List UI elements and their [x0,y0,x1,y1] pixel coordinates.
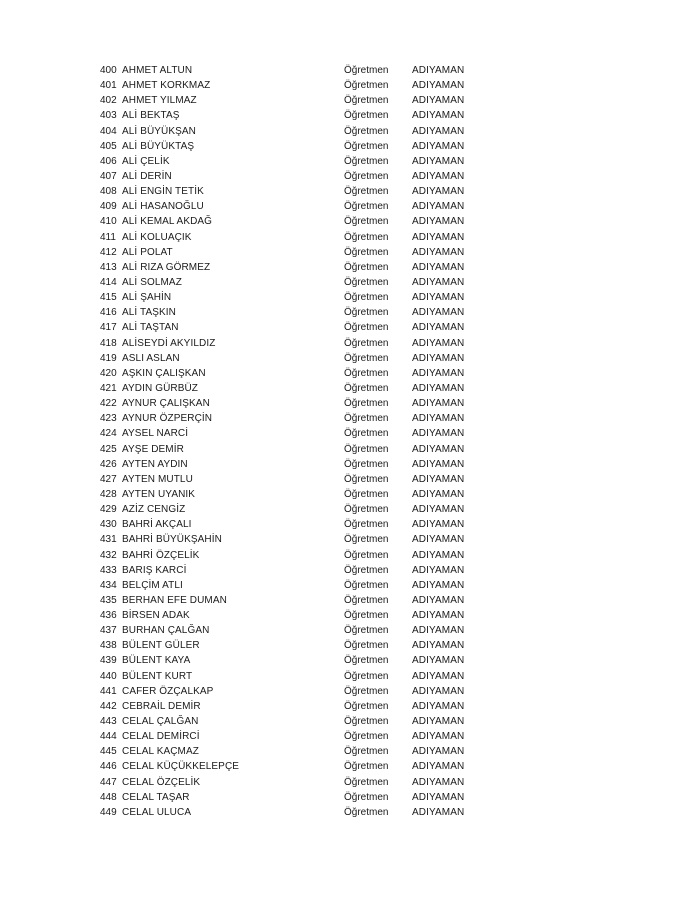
city-name: ADIYAMAN [412,292,465,304]
city-name: ADIYAMAN [412,610,465,622]
list-item [100,502,480,517]
city-name: ADIYAMAN [412,534,465,546]
person-name: ASLI ASLAN [122,352,180,364]
city-name: ADIYAMAN [412,398,465,410]
person-name: AHMET KORKMAZ [122,80,211,92]
list-item [100,457,480,472]
city-name: ADIYAMAN [412,246,465,258]
row-number: 433 [100,564,117,576]
row-number: 437 [100,625,117,637]
person-name: BAHRİ AKÇALI [122,519,192,531]
city-name: ADIYAMAN [412,670,465,682]
job-title: Öğretmen [344,125,389,137]
list-item [100,548,480,563]
person-name: AŞKIN ÇALIŞKAN [122,367,206,379]
list-item [100,108,480,123]
job-title: Öğretmen [344,246,389,258]
job-title: Öğretmen [344,761,389,773]
city-name: ADIYAMAN [412,806,465,818]
city-name: ADIYAMAN [412,731,465,743]
job-title: Öğretmen [344,80,389,92]
row-number: 426 [100,458,117,470]
job-title: Öğretmen [344,201,389,213]
city-name: ADIYAMAN [412,155,465,167]
job-title: Öğretmen [344,564,389,576]
person-name: CELAL ULUCA [122,806,192,818]
person-name: BAHRİ ÖZÇELİK [122,549,200,561]
city-name: ADIYAMAN [412,564,465,576]
list-item [100,78,480,93]
row-number: 424 [100,428,117,440]
person-name: CELAL ÇALĞAN [122,716,199,728]
city-name: ADIYAMAN [412,307,465,319]
row-number: 445 [100,746,117,758]
person-name: BARIŞ KARCİ [122,564,187,576]
person-name: BÜLENT KAYA [122,655,191,667]
row-number: 409 [100,201,117,213]
job-title: Öğretmen [344,276,389,288]
job-title: Öğretmen [344,186,389,198]
person-name: AYSEL NARCİ [122,428,189,440]
job-title: Öğretmen [344,292,389,304]
city-name: ADIYAMAN [412,519,465,531]
person-name: BELÇİM ATLI [122,579,183,591]
row-number: 439 [100,655,117,667]
person-name: ALİ TAŞTAN [122,322,179,334]
row-number: 407 [100,170,117,182]
job-title: Öğretmen [344,367,389,379]
city-name: ADIYAMAN [412,746,465,758]
roster-list [100,63,480,820]
list-item [100,426,480,441]
person-name: AZİZ CENGİZ [122,504,186,516]
list-item [100,532,480,547]
row-number: 441 [100,685,117,697]
row-number: 443 [100,716,117,728]
row-number: 423 [100,413,117,425]
job-title: Öğretmen [344,685,389,697]
list-item [100,790,480,805]
job-title: Öğretmen [344,806,389,818]
list-item [100,638,480,653]
city-name: ADIYAMAN [412,579,465,591]
city-name: ADIYAMAN [412,186,465,198]
list-item [100,336,480,351]
person-name: CAFER ÖZÇALKAP [122,685,214,697]
person-name: CELAL DEMİRCİ [122,731,200,743]
list-item [100,351,480,366]
city-name: ADIYAMAN [412,761,465,773]
row-number: 446 [100,761,117,773]
city-name: ADIYAMAN [412,140,465,152]
person-name: ALİ BÜYÜKŞAN [122,125,197,137]
person-name: BÜLENT KURT [122,670,193,682]
list-item [100,653,480,668]
city-name: ADIYAMAN [412,685,465,697]
person-name: BURHAN ÇALĞAN [122,625,210,637]
row-number: 430 [100,519,117,531]
list-item [100,442,480,457]
row-number: 422 [100,398,117,410]
city-name: ADIYAMAN [412,776,465,788]
row-number: 427 [100,473,117,485]
job-title: Öğretmen [344,731,389,743]
job-title: Öğretmen [344,640,389,652]
person-name: ALİ DERİN [122,170,172,182]
person-name: ALİ ŞAHİN [122,292,172,304]
city-name: ADIYAMAN [412,700,465,712]
list-item [100,320,480,335]
list-item [100,729,480,744]
row-number: 448 [100,791,117,803]
row-number: 404 [100,125,117,137]
person-name: ALİ HASANOĞLU [122,201,204,213]
list-item [100,169,480,184]
row-number: 403 [100,110,117,122]
list-item [100,63,480,78]
job-title: Öğretmen [344,625,389,637]
person-name: ALİ SOLMAZ [122,276,182,288]
job-title: Öğretmen [344,655,389,667]
person-name: CEBRAİL DEMİR [122,700,201,712]
row-number: 435 [100,594,117,606]
job-title: Öğretmen [344,65,389,76]
job-title: Öğretmen [344,700,389,712]
job-title: Öğretmen [344,231,389,243]
job-title: Öğretmen [344,458,389,470]
person-name: AHMET ALTUN [122,65,193,76]
list-item [100,578,480,593]
job-title: Öğretmen [344,670,389,682]
row-number: 400 [100,65,117,76]
job-title: Öğretmen [344,519,389,531]
person-name: BERHAN EFE DUMAN [122,594,227,606]
row-number: 447 [100,776,117,788]
list-item [100,366,480,381]
row-number: 410 [100,216,117,228]
job-title: Öğretmen [344,776,389,788]
list-item [100,805,480,820]
row-number: 411 [100,231,116,243]
city-name: ADIYAMAN [412,549,465,561]
city-name: ADIYAMAN [412,382,465,394]
list-item [100,487,480,502]
city-name: ADIYAMAN [412,473,465,485]
list-item [100,396,480,411]
row-number: 429 [100,504,117,516]
job-title: Öğretmen [344,95,389,107]
person-name: ALİ POLAT [122,246,173,258]
job-title: Öğretmen [344,382,389,394]
job-title: Öğretmen [344,549,389,561]
person-name: AYTEN UYANIK [122,488,196,500]
row-number: 436 [100,610,117,622]
job-title: Öğretmen [344,322,389,334]
city-name: ADIYAMAN [412,458,465,470]
job-title: Öğretmen [344,473,389,485]
row-number: 419 [100,352,117,364]
person-name: AYDIN GÜRBÜZ [122,382,199,394]
job-title: Öğretmen [344,594,389,606]
list-item [100,230,480,245]
city-name: ADIYAMAN [412,504,465,516]
person-name: ALİ TAŞKIN [122,307,176,319]
person-name: BAHRİ BÜYÜKŞAHİN [122,534,222,546]
city-name: ADIYAMAN [412,322,465,334]
row-number: 420 [100,367,117,379]
list-item [100,93,480,108]
job-title: Öğretmen [344,716,389,728]
city-name: ADIYAMAN [412,791,465,803]
row-number: 413 [100,261,117,273]
city-name: ADIYAMAN [412,125,465,137]
job-title: Öğretmen [344,579,389,591]
person-name: AYNUR ÇALIŞKAN [122,398,210,410]
city-name: ADIYAMAN [412,716,465,728]
city-name: ADIYAMAN [412,640,465,652]
row-number: 432 [100,549,117,561]
list-item [100,275,480,290]
job-title: Öğretmen [344,352,389,364]
person-name: CELAL ÖZÇELİK [122,776,201,788]
row-number: 412 [100,246,117,258]
city-name: ADIYAMAN [412,276,465,288]
city-name: ADIYAMAN [412,110,465,122]
job-title: Öğretmen [344,307,389,319]
job-title: Öğretmen [344,337,389,349]
list-item [100,154,480,169]
list-item [100,245,480,260]
list-item [100,305,480,320]
job-title: Öğretmen [344,170,389,182]
city-name: ADIYAMAN [412,655,465,667]
person-name: AYŞE DEMİR [122,443,184,455]
job-title: Öğretmen [344,443,389,455]
row-number: 408 [100,186,117,198]
person-name: CELAL KAÇMAZ [122,746,199,758]
job-title: Öğretmen [344,504,389,516]
job-title: Öğretmen [344,110,389,122]
city-name: ADIYAMAN [412,337,465,349]
list-item [100,593,480,608]
city-name: ADIYAMAN [412,594,465,606]
list-item [100,759,480,774]
row-number: 425 [100,443,117,455]
job-title: Öğretmen [344,746,389,758]
row-number: 417 [100,322,117,334]
list-item [100,699,480,714]
person-name: CELAL KÜÇÜKKELEPÇE [122,761,240,773]
row-number: 418 [100,337,117,349]
list-item [100,199,480,214]
person-name: ALİ ENGİN TETİK [122,186,204,198]
job-title: Öğretmen [344,261,389,273]
row-number: 434 [100,579,117,591]
job-title: Öğretmen [344,155,389,167]
list-item [100,472,480,487]
list-item [100,411,480,426]
row-number: 428 [100,488,117,500]
city-name: ADIYAMAN [412,625,465,637]
city-name: ADIYAMAN [412,170,465,182]
person-name: ALİ BÜYÜKTAŞ [122,140,195,152]
list-item [100,517,480,532]
row-number: 402 [100,95,117,107]
job-title: Öğretmen [344,398,389,410]
row-number: 431 [100,534,117,546]
row-number: 440 [100,670,117,682]
list-item [100,669,480,684]
city-name: ADIYAMAN [412,443,465,455]
list-item [100,744,480,759]
list-item [100,684,480,699]
person-name: AYTEN AYDIN [122,458,188,470]
job-title: Öğretmen [344,216,389,228]
list-item [100,214,480,229]
person-name: ALİ ÇELİK [122,155,170,167]
row-number: 421 [100,382,117,394]
job-title: Öğretmen [344,413,389,425]
job-title: Öğretmen [344,140,389,152]
city-name: ADIYAMAN [412,216,465,228]
job-title: Öğretmen [344,791,389,803]
row-number: 416 [100,307,117,319]
person-name: ALİSEYDİ AKYILDIZ [122,337,216,349]
city-name: ADIYAMAN [412,80,465,92]
city-name: ADIYAMAN [412,428,465,440]
list-item [100,184,480,199]
row-number: 414 [100,276,117,288]
city-name: ADIYAMAN [412,352,465,364]
person-name: ALİ BEKTAŞ [122,110,180,122]
city-name: ADIYAMAN [412,65,465,76]
person-name: ALİ RIZA GÖRMEZ [122,261,211,273]
person-name: ALİ KEMAL AKDAĞ [122,216,213,228]
list-item [100,714,480,729]
list-item [100,139,480,154]
city-name: ADIYAMAN [412,367,465,379]
job-title: Öğretmen [344,534,389,546]
job-title: Öğretmen [344,488,389,500]
row-number: 444 [100,731,117,743]
city-name: ADIYAMAN [412,201,465,213]
row-number: 401 [100,80,117,92]
list-item [100,623,480,638]
row-number: 442 [100,700,117,712]
list-item [100,381,480,396]
city-name: ADIYAMAN [412,261,465,273]
person-name: AYTEN MUTLU [122,473,193,485]
person-name: BİRSEN ADAK [122,610,190,622]
list-item [100,608,480,623]
city-name: ADIYAMAN [412,413,465,425]
row-number: 415 [100,292,117,304]
city-name: ADIYAMAN [412,231,465,243]
list-item [100,124,480,139]
row-number: 405 [100,140,117,152]
person-name: AYNUR ÖZPERÇİN [122,413,213,425]
person-name: ALİ KOLUAÇIK [122,231,192,243]
row-number: 438 [100,640,117,652]
person-name: CELAL TAŞAR [122,791,190,803]
row-number: 449 [100,806,117,818]
city-name: ADIYAMAN [412,488,465,500]
job-title: Öğretmen [344,610,389,622]
list-item [100,290,480,305]
person-name: AHMET YILMAZ [122,95,197,107]
list-item [100,775,480,790]
row-number: 406 [100,155,117,167]
list-item [100,260,480,275]
person-name: BÜLENT GÜLER [122,640,200,652]
job-title: Öğretmen [344,428,389,440]
list-item [100,563,480,578]
city-name: ADIYAMAN [412,95,465,107]
